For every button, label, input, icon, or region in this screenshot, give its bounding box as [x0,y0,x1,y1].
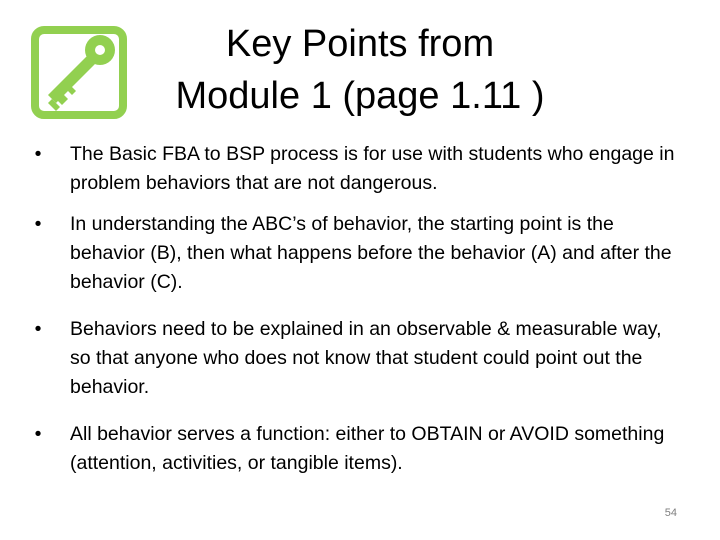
slide-title [140,18,580,122]
bullet-item [28,210,678,297]
bullet-dot: • [34,213,42,235]
bullet-dot: • [34,143,42,165]
bullet-item [28,315,678,402]
key-icon [30,25,128,120]
bullet-text: All behavior serves a function: either to OBTAIN or AVOID something (attention, activities, or tangible items). [70,423,665,474]
page-number: 54 [664,507,677,519]
bullet-text: In understanding the ABC’s of behavior, the starting point is the behavior (B), then what happens before the behavior (A) and after the behavior (C). [70,213,672,293]
bullet-text: The Basic FBA to BSP process is for use with students who engage in problem behaviors that are not dangerous. [70,143,675,194]
bullet-text: Behaviors need to be explained in an observable & measurable way, so that anyone who does not know that student could point out the behavior. [70,318,662,398]
bullet-item [28,420,678,478]
title-line-1: Key Points from [225,23,495,65]
bullet-dot: • [34,318,42,340]
bullet-item [28,140,678,198]
title-line-2: Module 1 (page 1.11 ) [175,75,545,117]
bullet-list [28,140,678,478]
bullet-dot: • [34,423,42,445]
